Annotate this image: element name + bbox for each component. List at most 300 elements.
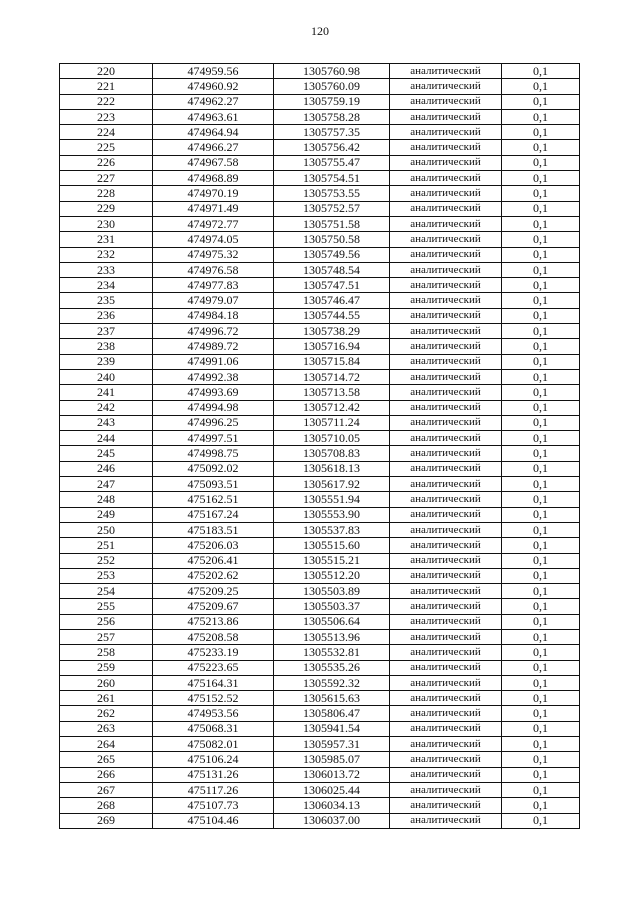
- y-coordinate-cell: 1305503.89: [274, 584, 390, 599]
- x-coordinate-cell: 474994.98: [153, 400, 274, 415]
- method-cell: аналитический: [390, 109, 502, 124]
- method-cell: аналитический: [390, 262, 502, 277]
- method-cell: аналитический: [390, 614, 502, 629]
- table-row: [60, 538, 580, 553]
- table-row: [60, 553, 580, 568]
- table-row: [60, 155, 580, 170]
- y-coordinate-cell: 1305716.94: [274, 339, 390, 354]
- y-coordinate-cell: 1305753.55: [274, 186, 390, 201]
- y-coordinate-cell: 1305714.72: [274, 369, 390, 384]
- table-row: [60, 109, 580, 124]
- x-coordinate-cell: 474997.51: [153, 431, 274, 446]
- method-cell: аналитический: [390, 507, 502, 522]
- y-coordinate-cell: 1305738.29: [274, 324, 390, 339]
- table-row: [60, 64, 580, 79]
- table-row: [60, 492, 580, 507]
- y-coordinate-cell: 1305755.47: [274, 155, 390, 170]
- table-row: [60, 721, 580, 736]
- x-coordinate-cell: 474992.38: [153, 369, 274, 384]
- point-number-cell: 233: [60, 262, 153, 277]
- method-cell: аналитический: [390, 247, 502, 262]
- y-coordinate-cell: 1305506.64: [274, 614, 390, 629]
- point-number-cell: 223: [60, 109, 153, 124]
- coordinates-table-body: [60, 64, 580, 829]
- point-number-cell: 261: [60, 691, 153, 706]
- table-row: [60, 737, 580, 752]
- method-cell: аналитический: [390, 216, 502, 231]
- table-row: [60, 201, 580, 216]
- table-row: [60, 675, 580, 690]
- accuracy-cell: 0,1: [502, 675, 580, 690]
- point-number-cell: 240: [60, 369, 153, 384]
- x-coordinate-cell: 474962.27: [153, 94, 274, 109]
- accuracy-cell: 0,1: [502, 109, 580, 124]
- table-row: [60, 568, 580, 583]
- x-coordinate-cell: 475162.51: [153, 492, 274, 507]
- point-number-cell: 227: [60, 171, 153, 186]
- point-number-cell: 249: [60, 507, 153, 522]
- method-cell: аналитический: [390, 752, 502, 767]
- x-coordinate-cell: 474976.58: [153, 262, 274, 277]
- y-coordinate-cell: 1306037.00: [274, 813, 390, 828]
- accuracy-cell: 0,1: [502, 140, 580, 155]
- table-row: [60, 645, 580, 660]
- method-cell: аналитический: [390, 477, 502, 492]
- accuracy-cell: 0,1: [502, 94, 580, 109]
- point-number-cell: 248: [60, 492, 153, 507]
- table-row: [60, 584, 580, 599]
- method-cell: аналитический: [390, 201, 502, 216]
- point-number-cell: 229: [60, 201, 153, 216]
- y-coordinate-cell: 1305715.84: [274, 354, 390, 369]
- table-row: [60, 446, 580, 461]
- x-coordinate-cell: 474977.83: [153, 278, 274, 293]
- accuracy-cell: 0,1: [502, 813, 580, 828]
- table-row: [60, 522, 580, 537]
- point-number-cell: 234: [60, 278, 153, 293]
- y-coordinate-cell: 1305759.19: [274, 94, 390, 109]
- table-row: [60, 339, 580, 354]
- method-cell: аналитический: [390, 324, 502, 339]
- table-row: [60, 79, 580, 94]
- accuracy-cell: 0,1: [502, 278, 580, 293]
- point-number-cell: 231: [60, 232, 153, 247]
- y-coordinate-cell: 1305760.09: [274, 79, 390, 94]
- point-number-cell: 256: [60, 614, 153, 629]
- point-number-cell: 237: [60, 324, 153, 339]
- x-coordinate-cell: 475183.51: [153, 522, 274, 537]
- table-row: [60, 354, 580, 369]
- method-cell: аналитический: [390, 461, 502, 476]
- accuracy-cell: 0,1: [502, 645, 580, 660]
- y-coordinate-cell: 1305748.54: [274, 262, 390, 277]
- y-coordinate-cell: 1305711.24: [274, 415, 390, 430]
- table-row: [60, 324, 580, 339]
- y-coordinate-cell: 1305758.28: [274, 109, 390, 124]
- accuracy-cell: 0,1: [502, 492, 580, 507]
- table-row: [60, 798, 580, 813]
- y-coordinate-cell: 1305941.54: [274, 721, 390, 736]
- x-coordinate-cell: 475117.26: [153, 782, 274, 797]
- point-number-cell: 235: [60, 293, 153, 308]
- x-coordinate-cell: 474968.89: [153, 171, 274, 186]
- point-number-cell: 221: [60, 79, 153, 94]
- accuracy-cell: 0,1: [502, 660, 580, 675]
- point-number-cell: 269: [60, 813, 153, 828]
- method-cell: аналитический: [390, 522, 502, 537]
- accuracy-cell: 0,1: [502, 216, 580, 231]
- method-cell: аналитический: [390, 186, 502, 201]
- table-row: [60, 232, 580, 247]
- method-cell: аналитический: [390, 64, 502, 79]
- y-coordinate-cell: 1305532.81: [274, 645, 390, 660]
- method-cell: аналитический: [390, 79, 502, 94]
- accuracy-cell: 0,1: [502, 507, 580, 522]
- method-cell: аналитический: [390, 538, 502, 553]
- x-coordinate-cell: 474979.07: [153, 293, 274, 308]
- method-cell: аналитический: [390, 232, 502, 247]
- method-cell: аналитический: [390, 369, 502, 384]
- table-row: [60, 216, 580, 231]
- accuracy-cell: 0,1: [502, 584, 580, 599]
- method-cell: аналитический: [390, 94, 502, 109]
- accuracy-cell: 0,1: [502, 752, 580, 767]
- y-coordinate-cell: 1305757.35: [274, 125, 390, 140]
- method-cell: аналитический: [390, 767, 502, 782]
- table-row: [60, 507, 580, 522]
- point-number-cell: 268: [60, 798, 153, 813]
- table-row: [60, 691, 580, 706]
- x-coordinate-cell: 474991.06: [153, 354, 274, 369]
- accuracy-cell: 0,1: [502, 721, 580, 736]
- method-cell: аналитический: [390, 431, 502, 446]
- accuracy-cell: 0,1: [502, 369, 580, 384]
- point-number-cell: 246: [60, 461, 153, 476]
- x-coordinate-cell: 474963.61: [153, 109, 274, 124]
- table-row: [60, 186, 580, 201]
- x-coordinate-cell: 475106.24: [153, 752, 274, 767]
- page-number: 120: [311, 24, 329, 38]
- x-coordinate-cell: 475202.62: [153, 568, 274, 583]
- accuracy-cell: 0,1: [502, 522, 580, 537]
- method-cell: аналитический: [390, 140, 502, 155]
- y-coordinate-cell: 1305747.51: [274, 278, 390, 293]
- x-coordinate-cell: 475206.41: [153, 553, 274, 568]
- y-coordinate-cell: 1305985.07: [274, 752, 390, 767]
- method-cell: аналитический: [390, 660, 502, 675]
- x-coordinate-cell: 475107.73: [153, 798, 274, 813]
- point-number-cell: 259: [60, 660, 153, 675]
- x-coordinate-cell: 475213.86: [153, 614, 274, 629]
- x-coordinate-cell: 475082.01: [153, 737, 274, 752]
- point-number-cell: 257: [60, 629, 153, 644]
- method-cell: аналитический: [390, 599, 502, 614]
- table-row: [60, 94, 580, 109]
- y-coordinate-cell: 1305754.51: [274, 171, 390, 186]
- y-coordinate-cell: 1305513.96: [274, 629, 390, 644]
- table-row: [60, 461, 580, 476]
- x-coordinate-cell: 474964.94: [153, 125, 274, 140]
- y-coordinate-cell: 1305806.47: [274, 706, 390, 721]
- point-number-cell: 241: [60, 385, 153, 400]
- y-coordinate-cell: 1305708.83: [274, 446, 390, 461]
- accuracy-cell: 0,1: [502, 293, 580, 308]
- x-coordinate-cell: 474970.19: [153, 186, 274, 201]
- point-number-cell: 245: [60, 446, 153, 461]
- accuracy-cell: 0,1: [502, 538, 580, 553]
- accuracy-cell: 0,1: [502, 354, 580, 369]
- method-cell: аналитический: [390, 385, 502, 400]
- y-coordinate-cell: 1305537.83: [274, 522, 390, 537]
- method-cell: аналитический: [390, 737, 502, 752]
- method-cell: аналитический: [390, 400, 502, 415]
- accuracy-cell: 0,1: [502, 339, 580, 354]
- accuracy-cell: 0,1: [502, 125, 580, 140]
- x-coordinate-cell: 475068.31: [153, 721, 274, 736]
- point-number-cell: 258: [60, 645, 153, 660]
- method-cell: аналитический: [390, 415, 502, 430]
- x-coordinate-cell: 475092.02: [153, 461, 274, 476]
- y-coordinate-cell: 1305515.60: [274, 538, 390, 553]
- accuracy-cell: 0,1: [502, 400, 580, 415]
- table-row: [60, 171, 580, 186]
- method-cell: аналитический: [390, 354, 502, 369]
- accuracy-cell: 0,1: [502, 477, 580, 492]
- point-number-cell: 242: [60, 400, 153, 415]
- accuracy-cell: 0,1: [502, 446, 580, 461]
- x-coordinate-cell: 474996.25: [153, 415, 274, 430]
- y-coordinate-cell: 1305615.63: [274, 691, 390, 706]
- point-number-cell: 266: [60, 767, 153, 782]
- method-cell: аналитический: [390, 584, 502, 599]
- table-row: [60, 813, 580, 828]
- table-row: [60, 706, 580, 721]
- method-cell: аналитический: [390, 798, 502, 813]
- accuracy-cell: 0,1: [502, 431, 580, 446]
- table-row: [60, 599, 580, 614]
- method-cell: аналитический: [390, 568, 502, 583]
- y-coordinate-cell: 1306034.13: [274, 798, 390, 813]
- point-number-cell: 225: [60, 140, 153, 155]
- accuracy-cell: 0,1: [502, 232, 580, 247]
- accuracy-cell: 0,1: [502, 706, 580, 721]
- y-coordinate-cell: 1305957.31: [274, 737, 390, 752]
- y-coordinate-cell: 1305744.55: [274, 308, 390, 323]
- table-row: [60, 767, 580, 782]
- y-coordinate-cell: 1306013.72: [274, 767, 390, 782]
- x-coordinate-cell: 475223.65: [153, 660, 274, 675]
- x-coordinate-cell: 475209.25: [153, 584, 274, 599]
- accuracy-cell: 0,1: [502, 798, 580, 813]
- x-coordinate-cell: 474967.58: [153, 155, 274, 170]
- accuracy-cell: 0,1: [502, 201, 580, 216]
- y-coordinate-cell: 1305752.57: [274, 201, 390, 216]
- point-number-cell: 220: [60, 64, 153, 79]
- x-coordinate-cell: 474998.75: [153, 446, 274, 461]
- point-number-cell: 253: [60, 568, 153, 583]
- accuracy-cell: 0,1: [502, 324, 580, 339]
- x-coordinate-cell: 474972.77: [153, 216, 274, 231]
- table-row: [60, 278, 580, 293]
- accuracy-cell: 0,1: [502, 64, 580, 79]
- table-row: [60, 629, 580, 644]
- point-number-cell: 260: [60, 675, 153, 690]
- table-row: [60, 415, 580, 430]
- point-number-cell: 230: [60, 216, 153, 231]
- y-coordinate-cell: 1305617.92: [274, 477, 390, 492]
- accuracy-cell: 0,1: [502, 767, 580, 782]
- x-coordinate-cell: 474960.92: [153, 79, 274, 94]
- accuracy-cell: 0,1: [502, 782, 580, 797]
- point-number-cell: 262: [60, 706, 153, 721]
- method-cell: аналитический: [390, 675, 502, 690]
- accuracy-cell: 0,1: [502, 171, 580, 186]
- x-coordinate-cell: 474959.56: [153, 64, 274, 79]
- method-cell: аналитический: [390, 308, 502, 323]
- accuracy-cell: 0,1: [502, 186, 580, 201]
- accuracy-cell: 0,1: [502, 415, 580, 430]
- point-number-cell: 244: [60, 431, 153, 446]
- point-number-cell: 251: [60, 538, 153, 553]
- method-cell: аналитический: [390, 492, 502, 507]
- y-coordinate-cell: 1305618.13: [274, 461, 390, 476]
- y-coordinate-cell: 1305746.47: [274, 293, 390, 308]
- x-coordinate-cell: 474966.27: [153, 140, 274, 155]
- method-cell: аналитический: [390, 782, 502, 797]
- method-cell: аналитический: [390, 278, 502, 293]
- accuracy-cell: 0,1: [502, 691, 580, 706]
- table-row: [60, 385, 580, 400]
- table-row: [60, 125, 580, 140]
- method-cell: аналитический: [390, 691, 502, 706]
- y-coordinate-cell: 1305750.58: [274, 232, 390, 247]
- table-row: [60, 782, 580, 797]
- point-number-cell: 267: [60, 782, 153, 797]
- table-row: [60, 293, 580, 308]
- x-coordinate-cell: 474953.56: [153, 706, 274, 721]
- y-coordinate-cell: 1305551.94: [274, 492, 390, 507]
- table-row: [60, 369, 580, 384]
- y-coordinate-cell: 1305512.20: [274, 568, 390, 583]
- accuracy-cell: 0,1: [502, 79, 580, 94]
- x-coordinate-cell: 475208.58: [153, 629, 274, 644]
- method-cell: аналитический: [390, 171, 502, 186]
- method-cell: аналитический: [390, 629, 502, 644]
- y-coordinate-cell: 1305713.58: [274, 385, 390, 400]
- y-coordinate-cell: 1305535.26: [274, 660, 390, 675]
- y-coordinate-cell: 1305592.32: [274, 675, 390, 690]
- accuracy-cell: 0,1: [502, 308, 580, 323]
- point-number-cell: 236: [60, 308, 153, 323]
- x-coordinate-cell: 475167.24: [153, 507, 274, 522]
- x-coordinate-cell: 474989.72: [153, 339, 274, 354]
- point-number-cell: 232: [60, 247, 153, 262]
- y-coordinate-cell: 1305515.21: [274, 553, 390, 568]
- table-row: [60, 431, 580, 446]
- x-coordinate-cell: 475206.03: [153, 538, 274, 553]
- y-coordinate-cell: 1305553.90: [274, 507, 390, 522]
- y-coordinate-cell: 1305760.98: [274, 64, 390, 79]
- method-cell: аналитический: [390, 339, 502, 354]
- table-row: [60, 262, 580, 277]
- accuracy-cell: 0,1: [502, 553, 580, 568]
- x-coordinate-cell: 475233.19: [153, 645, 274, 660]
- table-row: [60, 140, 580, 155]
- method-cell: аналитический: [390, 293, 502, 308]
- point-number-cell: 252: [60, 553, 153, 568]
- y-coordinate-cell: 1306025.44: [274, 782, 390, 797]
- point-number-cell: 226: [60, 155, 153, 170]
- point-number-cell: 264: [60, 737, 153, 752]
- y-coordinate-cell: 1305749.56: [274, 247, 390, 262]
- table-row: [60, 247, 580, 262]
- point-number-cell: 239: [60, 354, 153, 369]
- point-number-cell: 228: [60, 186, 153, 201]
- accuracy-cell: 0,1: [502, 629, 580, 644]
- x-coordinate-cell: 475164.31: [153, 675, 274, 690]
- method-cell: аналитический: [390, 553, 502, 568]
- accuracy-cell: 0,1: [502, 262, 580, 277]
- accuracy-cell: 0,1: [502, 385, 580, 400]
- method-cell: аналитический: [390, 155, 502, 170]
- point-number-cell: 224: [60, 125, 153, 140]
- method-cell: аналитический: [390, 706, 502, 721]
- accuracy-cell: 0,1: [502, 614, 580, 629]
- table-row: [60, 660, 580, 675]
- x-coordinate-cell: 474996.72: [153, 324, 274, 339]
- x-coordinate-cell: 474984.18: [153, 308, 274, 323]
- point-number-cell: 265: [60, 752, 153, 767]
- y-coordinate-cell: 1305710.05: [274, 431, 390, 446]
- x-coordinate-cell: 475104.46: [153, 813, 274, 828]
- y-coordinate-cell: 1305503.37: [274, 599, 390, 614]
- table-row: [60, 477, 580, 492]
- x-coordinate-cell: 475131.26: [153, 767, 274, 782]
- accuracy-cell: 0,1: [502, 155, 580, 170]
- table-row: [60, 752, 580, 767]
- y-coordinate-cell: 1305751.58: [274, 216, 390, 231]
- method-cell: аналитический: [390, 645, 502, 660]
- x-coordinate-cell: 474993.69: [153, 385, 274, 400]
- point-number-cell: 250: [60, 522, 153, 537]
- point-number-cell: 254: [60, 584, 153, 599]
- accuracy-cell: 0,1: [502, 247, 580, 262]
- point-number-cell: 247: [60, 477, 153, 492]
- table-row: [60, 614, 580, 629]
- y-coordinate-cell: 1305756.42: [274, 140, 390, 155]
- accuracy-cell: 0,1: [502, 737, 580, 752]
- accuracy-cell: 0,1: [502, 599, 580, 614]
- coordinates-table: [59, 63, 580, 829]
- x-coordinate-cell: 474974.05: [153, 232, 274, 247]
- accuracy-cell: 0,1: [502, 568, 580, 583]
- accuracy-cell: 0,1: [502, 461, 580, 476]
- table-row: [60, 400, 580, 415]
- point-number-cell: 222: [60, 94, 153, 109]
- x-coordinate-cell: 474975.32: [153, 247, 274, 262]
- x-coordinate-cell: 475093.51: [153, 477, 274, 492]
- point-number-cell: 243: [60, 415, 153, 430]
- method-cell: аналитический: [390, 446, 502, 461]
- x-coordinate-cell: 474971.49: [153, 201, 274, 216]
- point-number-cell: 238: [60, 339, 153, 354]
- x-coordinate-cell: 475209.67: [153, 599, 274, 614]
- point-number-cell: 255: [60, 599, 153, 614]
- method-cell: аналитический: [390, 813, 502, 828]
- y-coordinate-cell: 1305712.42: [274, 400, 390, 415]
- point-number-cell: 263: [60, 721, 153, 736]
- table-row: [60, 308, 580, 323]
